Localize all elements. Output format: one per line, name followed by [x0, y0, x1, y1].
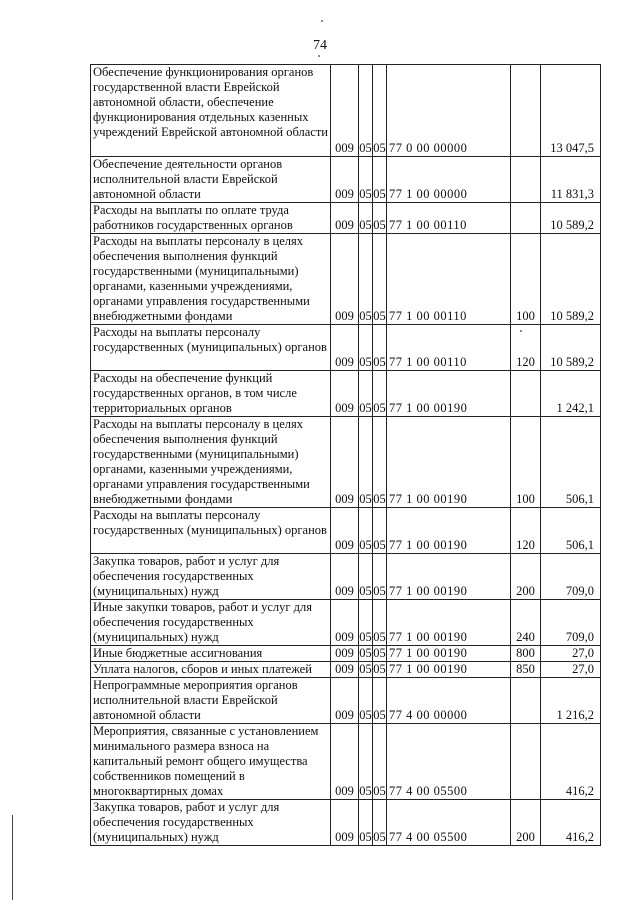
- row-expense-type-code: [511, 65, 541, 157]
- table-row: [91, 662, 601, 678]
- row-subsection-code: 05: [373, 508, 387, 554]
- row-ministry-code: 009: [331, 203, 359, 234]
- row-amount: 27,0: [541, 662, 601, 678]
- row-name: Закупка товаров, работ и услуг для обеспечения государственных (муниципальных) нужд: [91, 554, 331, 600]
- row-ministry-code: 009: [331, 724, 359, 800]
- row-name: Обеспечение деятельности органов исполнительной власти Еврейской автономной области: [91, 157, 331, 203]
- row-subsection-code: 05: [373, 65, 387, 157]
- row-name: Расходы на выплаты по оплате труда работников государственных органов: [91, 203, 331, 234]
- row-amount: 709,0: [541, 554, 601, 600]
- row-program-code: 77 1 00 00190: [387, 554, 511, 600]
- row-section-code: 05: [359, 234, 373, 325]
- row-section-code: 05: [359, 554, 373, 600]
- row-subsection-code: 05: [373, 724, 387, 800]
- row-amount: 416,2: [541, 724, 601, 800]
- table-row: [91, 800, 601, 846]
- row-ministry-code: 009: [331, 371, 359, 417]
- row-program-code: 77 1 00 00190: [387, 417, 511, 508]
- table-row: [91, 678, 601, 724]
- row-amount: 416,2: [541, 800, 601, 846]
- row-section-code: 05: [359, 508, 373, 554]
- row-program-code: 77 1 00 00190: [387, 646, 511, 662]
- row-ministry-code: 009: [331, 325, 359, 371]
- row-amount: 10 589,2: [541, 234, 601, 325]
- row-section-code: 05: [359, 646, 372, 660]
- row-ministry-code: 009: [331, 554, 359, 600]
- row-expense-type-code: 800: [511, 646, 541, 662]
- row-name: Расходы на выплаты персоналу в целях обеспечения выполнения функций государственными (муниципальными) органами, казенными учреждениями, органами управления государственными внебюджетными фондами: [91, 417, 331, 508]
- row-subsection-code: 05: [373, 417, 387, 508]
- row-amount: 10 589,2: [541, 325, 601, 371]
- row-section-code: 05: [359, 724, 373, 800]
- row-section-code: 05: [359, 203, 373, 234]
- row-ministry-code: 009: [331, 508, 359, 554]
- row-expense-type-code: [511, 203, 541, 234]
- row-ministry-code: 009: [331, 662, 359, 678]
- row-program-code: 77 1 00 00110: [387, 203, 511, 234]
- table-row: [91, 554, 601, 600]
- row-ministry-code: 009: [331, 800, 359, 846]
- row-amount: 709,0: [541, 600, 601, 646]
- row-name: Расходы на выплаты персоналу государственных (муниципальных) органов: [91, 508, 331, 554]
- row-section-code: 05: [359, 325, 373, 371]
- table-row: [91, 646, 601, 662]
- row-program-code: 77 1 00 00110: [387, 325, 511, 371]
- row-program-code: 77 1 00 00190: [387, 371, 511, 417]
- row-name: Расходы на выплаты персоналу государственных (муниципальных) органов: [91, 325, 331, 371]
- scan-speck: [318, 55, 320, 57]
- row-subsection-code: 05: [373, 325, 387, 371]
- row-subsection-code: 05: [373, 646, 386, 660]
- row-expense-type-code: 200: [511, 800, 541, 846]
- row-ministry-code: 009: [331, 417, 359, 508]
- row-subsection-code: 05: [373, 800, 387, 846]
- table-row: [91, 65, 601, 157]
- row-subsection-code: 05: [373, 662, 386, 676]
- row-program-code: 77 1 00 00110: [387, 234, 511, 325]
- row-section-code: 05: [359, 65, 373, 157]
- row-section-code: 05: [359, 800, 373, 846]
- row-section-code: 05: [359, 662, 372, 676]
- row-ministry-code: 009: [331, 678, 359, 724]
- row-amount: 10 589,2: [541, 203, 601, 234]
- row-subsection-code: 05: [373, 678, 387, 724]
- row-expense-type-code: 100: [511, 417, 541, 508]
- row-amount: 13 047,5: [541, 65, 601, 157]
- margin-line: [12, 815, 13, 900]
- table-row: [91, 417, 601, 508]
- row-expense-type-code: 120: [511, 325, 541, 371]
- table-row: [91, 234, 601, 325]
- table-row: [91, 203, 601, 234]
- table-row: [91, 371, 601, 417]
- row-amount: 1 242,1: [541, 371, 601, 417]
- row-subsection-code: 05: [373, 157, 387, 203]
- row-expense-type-code: [511, 678, 541, 724]
- row-name: Иные закупки товаров, работ и услуг для обеспечения государственных (муниципальных) нужд: [91, 600, 331, 646]
- table-row: [91, 157, 601, 203]
- row-ministry-code: 009: [331, 234, 359, 325]
- row-name: Расходы на выплаты персоналу в целях обеспечения выполнения функций государственными (муниципальными) органами, казенными учреждениями, органами управления государственными внебюджетными фондами: [91, 234, 331, 325]
- row-amount: 1 216,2: [541, 678, 601, 724]
- budget-table: [90, 64, 601, 846]
- row-name: Уплата налогов, сборов и иных платежей: [91, 662, 331, 678]
- row-amount: 506,1: [541, 417, 601, 508]
- row-amount: 27,0: [541, 646, 601, 662]
- row-amount: 11 831,3: [541, 157, 601, 203]
- row-program-code: 77 4 00 00000: [387, 678, 511, 724]
- row-program-code: 77 1 00 00190: [387, 600, 511, 646]
- row-program-code: 77 1 00 00190: [387, 662, 511, 678]
- row-program-code: 77 1 00 00000: [387, 157, 511, 203]
- row-program-code: 77 4 00 05500: [387, 800, 511, 846]
- row-section-code: 05: [359, 157, 373, 203]
- row-section-code: 05: [359, 678, 373, 724]
- row-expense-type-code: 240: [511, 600, 541, 646]
- row-subsection-code: 05: [373, 600, 387, 646]
- row-program-code: 77 1 00 00190: [387, 508, 511, 554]
- row-subsection-code: 05: [373, 203, 387, 234]
- scan-speck: [321, 20, 323, 22]
- table-row: [91, 724, 601, 800]
- table-row: [91, 325, 601, 371]
- row-program-code: 77 4 00 05500: [387, 724, 511, 800]
- scan-speck: [520, 330, 522, 332]
- row-program-code: 77 0 00 00000: [387, 65, 511, 157]
- row-subsection-code: 05: [373, 554, 387, 600]
- row-ministry-code: 009: [331, 65, 359, 157]
- row-expense-type-code: 120: [511, 508, 541, 554]
- row-subsection-code: 05: [373, 371, 387, 417]
- row-name: Иные бюджетные ассигнования: [91, 646, 331, 662]
- table-row: [91, 600, 601, 646]
- row-name: Расходы на обеспечение функций государственных органов, в том числе территориальных органов: [91, 371, 331, 417]
- row-subsection-code: 05: [373, 234, 387, 325]
- row-expense-type-code: [511, 724, 541, 800]
- table-row: [91, 508, 601, 554]
- row-section-code: 05: [359, 600, 373, 646]
- row-ministry-code: 009: [331, 600, 359, 646]
- row-ministry-code: 009: [331, 157, 359, 203]
- row-name: Мероприятия, связанные с установлением минимального размера взноса на капитальный ремонт общего имущества собственников помещений в многоквартирных домах: [91, 724, 331, 800]
- row-amount: 506,1: [541, 508, 601, 554]
- row-name: Закупка товаров, работ и услуг для обеспечения государственных (муниципальных) нужд: [91, 800, 331, 846]
- row-expense-type-code: 850: [511, 662, 541, 678]
- row-name: Обеспечение функционирования органов государственной власти Еврейской автономной области, обеспечение функционирования отдельных казенных учреждений Еврейской автономной области: [91, 65, 331, 157]
- row-expense-type-code: [511, 157, 541, 203]
- row-expense-type-code: 100: [511, 234, 541, 325]
- row-section-code: 05: [359, 371, 373, 417]
- row-name: Непрограммные мероприятия органов исполнительной власти Еврейской автономной области: [91, 678, 331, 724]
- page-number: 74: [313, 38, 327, 53]
- row-expense-type-code: [511, 371, 541, 417]
- row-section-code: 05: [359, 417, 373, 508]
- row-ministry-code: 009: [331, 646, 359, 662]
- row-expense-type-code: 200: [511, 554, 541, 600]
